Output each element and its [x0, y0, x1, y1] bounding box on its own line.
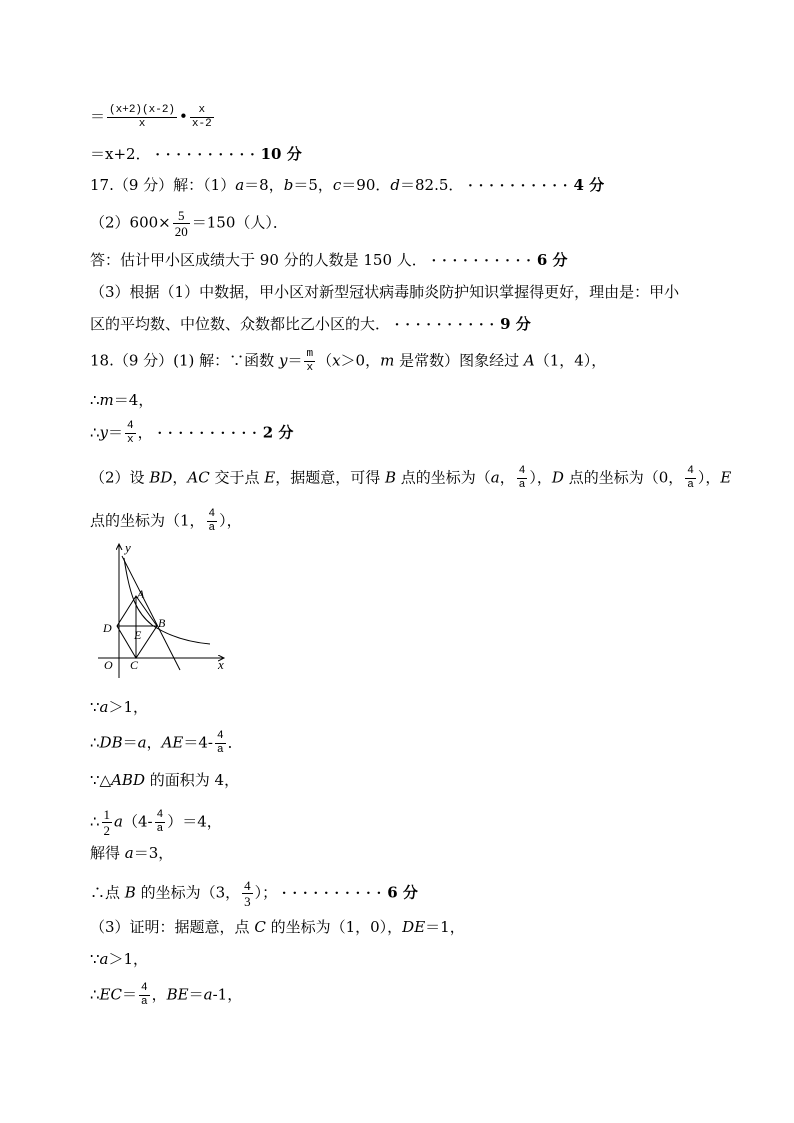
- fraction: $\frac{4}{a}$: [687, 465, 694, 491]
- score-leader: ··········: [431, 254, 537, 269]
- q18-part1: 18.（9 分）(1) 解：∵函数 y＝ $\frac{m}{x}$ （x＞0，m 是常数）图象经过 A（1，4），: [90, 348, 607, 374]
- label-o: O: [104, 658, 113, 672]
- q18-area: ∵△ABD 的面积为 4，: [90, 771, 240, 789]
- label-b: B: [158, 616, 166, 630]
- q18-m-value: ∴m＝4，: [90, 391, 154, 409]
- q18-solve: 解得 a＝3，: [90, 844, 174, 862]
- label-a: A: [137, 587, 145, 601]
- label-c: C: [130, 658, 139, 672]
- q18-condition: ∵a＞1，: [90, 698, 149, 716]
- q18-function: ∴y＝ $\frac{4}{x}$ ， ··········2 分: [90, 420, 294, 446]
- score: 10 分: [260, 145, 302, 163]
- q18-point-b: ∴点 B 的坐标为（3， $\frac{4}{3}$ ）； ··········6 分: [90, 878, 418, 909]
- label-d: D: [103, 621, 112, 635]
- score: 4 分: [573, 176, 605, 194]
- q17-answer: 答：估计甲小区成绩大于 90 分的人数是 150 人． ··········6 分: [90, 251, 568, 269]
- score-leader: ··········: [394, 318, 501, 333]
- score-leader: ··········: [157, 426, 263, 442]
- fraction: $\frac{4}{3}$: [244, 878, 251, 909]
- fraction: $\frac{4}{a}$: [156, 809, 164, 835]
- label-e: E: [134, 628, 142, 642]
- score-leader: ··········: [281, 886, 388, 902]
- score: 9 分: [500, 315, 531, 333]
- score-leader: ··········: [155, 148, 261, 163]
- q18-condition-2: ∵a＞1，: [90, 950, 149, 968]
- fraction: $\frac{4}{a}$: [141, 982, 148, 1008]
- line-result: ＝x+2． ··········10 分: [90, 145, 302, 163]
- fraction: $\frac{1}{2}$: [103, 807, 111, 838]
- score: 6 分: [536, 251, 568, 269]
- q18-lengths-2: ∴EC＝ $\frac{4}{a}$ ，BE＝a-1，: [90, 982, 243, 1008]
- q17-part1: 17.（9 分）解：（1）a＝8，b＝5，c＝90．d＝82.5． ··········4 分: [90, 176, 605, 194]
- q17-part3-cont: 区的平均数、中位数、众数都比乙小区的大． ··········9 分: [90, 315, 531, 333]
- score: 6 分: [387, 883, 418, 902]
- fraction: $\frac{4}{a}$: [217, 730, 224, 756]
- q18-lengths: ∴DB＝a，AE＝4- $\frac{4}{a}$ ．: [90, 730, 243, 756]
- fraction: $\frac{(x+2)(x-2)}{x}$: [109, 104, 176, 130]
- label-x: x: [218, 657, 224, 672]
- line-through-a-c: [122, 556, 180, 670]
- q17-part2: （2）600× $\frac{5}{20}$ ＝150（人）．: [90, 208, 288, 239]
- score: 2 分: [262, 423, 294, 442]
- score-leader: ··········: [468, 179, 574, 194]
- line-fraction-product: ＝ $\frac{(x+2)(x-2)}{x}$ • $\frac{x}{x-2}$: [90, 104, 212, 130]
- q18-point-e: 点的坐标为（1， $\frac{4}{a}$ ），: [90, 508, 242, 534]
- q18-part2: （2）设 BD，AC 交于点 E，据题意，可得 B 点的坐标为（a， $\frac{4}{a}$ ），D 点的坐标为（0， $\frac{4}{a}$ ），E: [90, 465, 732, 491]
- q18-equation: ∴ $\frac{1}{2}$ a（4- $\frac{4}{a}$ ）＝4，: [90, 807, 222, 838]
- fraction: $\frac{4}{a}$: [208, 508, 216, 534]
- fraction: $\frac{4}{a}$: [518, 465, 526, 491]
- fraction: $\frac{5}{20}$: [174, 208, 188, 239]
- q17-part3: （3）根据（1）中数据，甲小区对新型冠状病毒肺炎防护知识掌握得更好，理由是：甲小: [90, 283, 680, 301]
- quadrilateral-abcd: [117, 596, 157, 658]
- q18-part3: （3）证明：据题意，点 C 的坐标为（1，0），DE＝1，: [90, 918, 465, 936]
- coordinate-figure: [92, 538, 242, 683]
- fraction: $\frac{4}{x}$: [127, 420, 134, 446]
- fraction: $\frac{x}{x-2}$: [191, 104, 212, 130]
- fraction: $\frac{m}{x}$: [306, 348, 314, 374]
- label-y: y: [125, 540, 131, 555]
